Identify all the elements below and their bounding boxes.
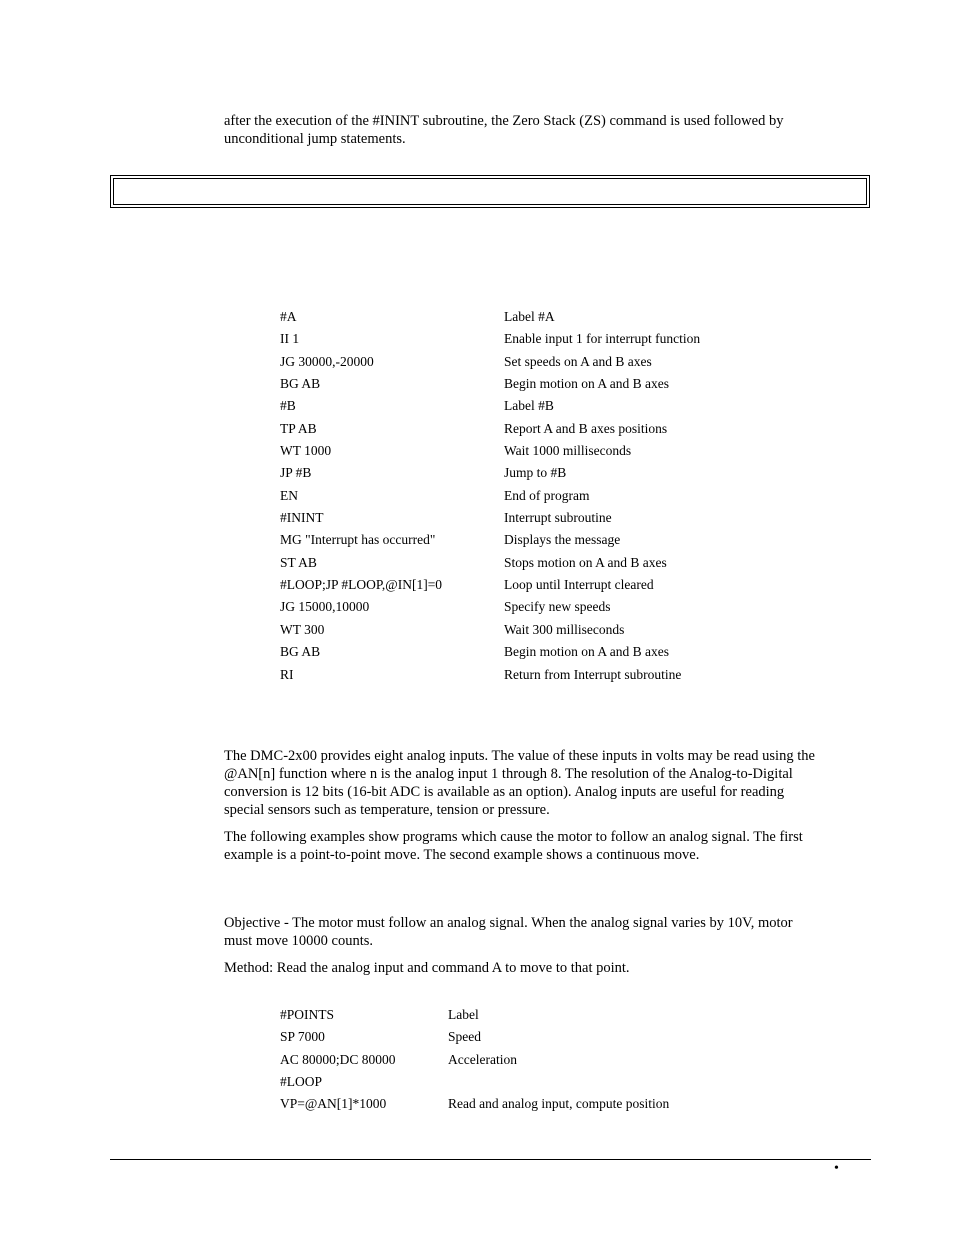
code-description: Return from Interrupt subroutine (504, 666, 682, 682)
code-description: Report A and B axes positions (504, 420, 668, 436)
code-command: RI (280, 666, 294, 682)
intro-line-1: after the execution of the #ININT subroutine, the Zero Stack (ZS) command is used followed by (224, 113, 784, 129)
section-heading-box-inner (113, 178, 867, 205)
code-command: BG AB (280, 376, 321, 392)
text-line: Objective - The motor must follow an analog signal. When the analog signal varies by 10V, motor (224, 915, 793, 931)
code-command: WT 300 (280, 621, 325, 637)
example-code-descriptions (504, 306, 700, 686)
code-description: Stops motion on A and B axes (504, 554, 667, 570)
text-line: Method: Read the analog input and command A to move to that point. (224, 960, 630, 976)
code-description (448, 1071, 669, 1093)
code-description: Label #A (504, 309, 555, 324)
code-command: VP=@AN[1]*1000 (280, 1096, 387, 1112)
code-description: Label #B (504, 398, 554, 414)
examples-intro-paragraph (224, 828, 869, 864)
code-description: Interrupt subroutine (504, 510, 612, 526)
code-description: Acceleration (448, 1051, 517, 1067)
code-command: AC 80000;DC 80000 (280, 1051, 396, 1067)
code-description: Speed (448, 1029, 481, 1045)
code-description: Displays the message (504, 532, 621, 548)
code-description: Jump to #B (504, 465, 567, 481)
code-description: End of program (504, 487, 590, 503)
analog-inputs-paragraph (224, 747, 869, 819)
intro-paragraph (224, 112, 869, 148)
code-command: WT 1000 (280, 443, 332, 459)
code-description: Begin motion on A and B axes (504, 376, 669, 392)
code-command: SP 7000 (280, 1029, 325, 1045)
text-line: conversion is 12 bits (16-bit ADC is available as an option). Analog inputs are useful for reading (224, 784, 785, 800)
section-heading-box (110, 175, 870, 208)
text-line: @AN[n] function where n is the analog input 1 through 8. The resolution of the Analog-to-Digital (224, 766, 793, 782)
code-description: Read and analog input, compute position (448, 1096, 670, 1112)
text-line: The following examples show programs which cause the motor to follow an analog signal. The first (224, 829, 803, 845)
code-description: Specify new speeds (504, 599, 611, 615)
points-code-commands (280, 1004, 396, 1116)
code-description: Begin motion on A and B axes (504, 644, 669, 660)
code-command: JG 30000,-20000 (280, 353, 374, 369)
footer-bullet: • (834, 1161, 839, 1176)
code-command: #POINTS (280, 1007, 335, 1022)
code-command: #ININT (280, 510, 324, 526)
text-line: special sensors such as temperature, tension or pressure. (224, 802, 550, 818)
code-command: BG AB (280, 644, 321, 660)
code-description: Wait 1000 milliseconds (504, 443, 632, 459)
code-command: ST AB (280, 554, 317, 570)
footer-rule (110, 1159, 871, 1160)
code-command: #A (280, 309, 297, 324)
code-description: Wait 300 milliseconds (504, 621, 625, 637)
code-command: JP #B (280, 465, 312, 481)
code-description: Set speeds on A and B axes (504, 353, 652, 369)
text-line: example is a point-to-point move. The second example shows a continuous move. (224, 847, 700, 863)
objective-paragraph (224, 914, 869, 950)
text-line: The DMC-2x00 provides eight analog inputs. The value of these inputs in volts may be read using the (224, 748, 815, 764)
code-command: #B (280, 398, 296, 414)
code-command: #LOOP (280, 1074, 323, 1090)
code-description: Loop until Interrupt cleared (504, 577, 654, 593)
points-code-descriptions (448, 1004, 669, 1116)
code-command: II 1 (280, 331, 300, 347)
code-command: #LOOP;JP #LOOP,@IN[1]=0 (280, 577, 443, 593)
method-paragraph (224, 959, 869, 977)
text-line: must move 10000 counts. (224, 933, 374, 949)
example-code-commands (280, 306, 442, 686)
code-command: EN (280, 487, 298, 503)
intro-line-2: unconditional jump statements. (224, 131, 406, 147)
code-command: MG "Interrupt has occurred" (280, 532, 436, 548)
code-command: JG 15000,10000 (280, 599, 370, 615)
code-description: Label (448, 1007, 479, 1022)
code-command: TP AB (280, 420, 317, 436)
code-description: Enable input 1 for interrupt function (504, 331, 701, 347)
